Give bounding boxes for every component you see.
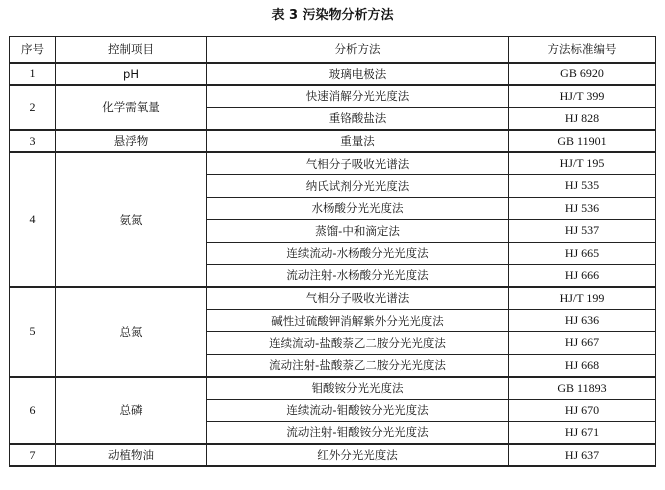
analysis-method: 玻璃电极法 <box>207 63 509 85</box>
control-item: 化学需氧量 <box>56 85 207 130</box>
row-no: 3 <box>10 130 56 152</box>
standard-number: HJ/T 199 <box>509 287 656 309</box>
header-control-item: 控制项目 <box>56 37 207 63</box>
analysis-method: 水杨酸分光光度法 <box>207 197 509 219</box>
analysis-method: 气相分子吸收光谱法 <box>207 287 509 309</box>
control-item: 动植物油 <box>56 444 207 466</box>
control-item: 悬浮物 <box>56 130 207 152</box>
analysis-method: 气相分子吸收光谱法 <box>207 152 509 174</box>
standard-number: GB 11901 <box>509 130 656 152</box>
standard-number: HJ/T 399 <box>509 85 656 107</box>
row-no: 7 <box>10 444 56 466</box>
standard-number: HJ 671 <box>509 422 656 444</box>
pollutant-analysis-table <box>9 36 656 467</box>
analysis-method: 重铬酸盐法 <box>207 107 509 129</box>
standard-number: HJ 667 <box>509 332 656 354</box>
table-row <box>10 130 656 152</box>
table-row <box>10 444 656 466</box>
control-item: pH <box>56 63 207 85</box>
table-header-row <box>10 37 656 63</box>
analysis-method: 蒸馏-中和滴定法 <box>207 220 509 242</box>
table-row <box>10 63 656 85</box>
standard-number: HJ 537 <box>509 220 656 242</box>
header-analysis-method: 分析方法 <box>207 37 509 63</box>
standard-number: HJ 668 <box>509 354 656 376</box>
standard-number: GB 11893 <box>509 377 656 399</box>
standard-number: HJ 637 <box>509 444 656 466</box>
standard-number: HJ 828 <box>509 107 656 129</box>
control-item: 总磷 <box>56 377 207 444</box>
table-row <box>10 377 656 399</box>
analysis-method: 流动注射-盐酸萘乙二胺分光光度法 <box>207 354 509 376</box>
analysis-method: 流动注射-钼酸铵分光光度法 <box>207 422 509 444</box>
row-no: 5 <box>10 287 56 377</box>
standard-number: GB 6920 <box>509 63 656 85</box>
analysis-method: 纳氏试剂分光光度法 <box>207 175 509 197</box>
analysis-method: 快速消解分光光度法 <box>207 85 509 107</box>
analysis-method: 红外分光光度法 <box>207 444 509 466</box>
standard-number: HJ 665 <box>509 242 656 264</box>
header-no: 序号 <box>10 37 56 63</box>
row-no: 4 <box>10 152 56 287</box>
table-row <box>10 287 656 309</box>
analysis-method: 连续流动-水杨酸分光光度法 <box>207 242 509 264</box>
analysis-method: 流动注射-水杨酸分光光度法 <box>207 264 509 286</box>
analysis-method: 连续流动-钼酸铵分光光度法 <box>207 399 509 421</box>
standard-number: HJ 636 <box>509 309 656 331</box>
analysis-method: 碱性过硫酸钾消解紫外分光光度法 <box>207 309 509 331</box>
table-row <box>10 85 656 107</box>
row-no: 6 <box>10 377 56 444</box>
standard-number: HJ 670 <box>509 399 656 421</box>
standard-number: HJ 536 <box>509 197 656 219</box>
analysis-method: 钼酸铵分光光度法 <box>207 377 509 399</box>
control-item: 氨氮 <box>56 152 207 287</box>
analysis-method: 连续流动-盐酸萘乙二胺分光光度法 <box>207 332 509 354</box>
row-no: 2 <box>10 85 56 130</box>
header-standard-number: 方法标准编号 <box>509 37 656 63</box>
row-no: 1 <box>10 63 56 85</box>
table-caption: 表 3 污染物分析方法 <box>271 8 394 23</box>
standard-number: HJ 535 <box>509 175 656 197</box>
standard-number: HJ/T 195 <box>509 152 656 174</box>
control-item: 总氮 <box>56 287 207 377</box>
table-row <box>10 152 656 174</box>
standard-number: HJ 666 <box>509 264 656 286</box>
analysis-method: 重量法 <box>207 130 509 152</box>
